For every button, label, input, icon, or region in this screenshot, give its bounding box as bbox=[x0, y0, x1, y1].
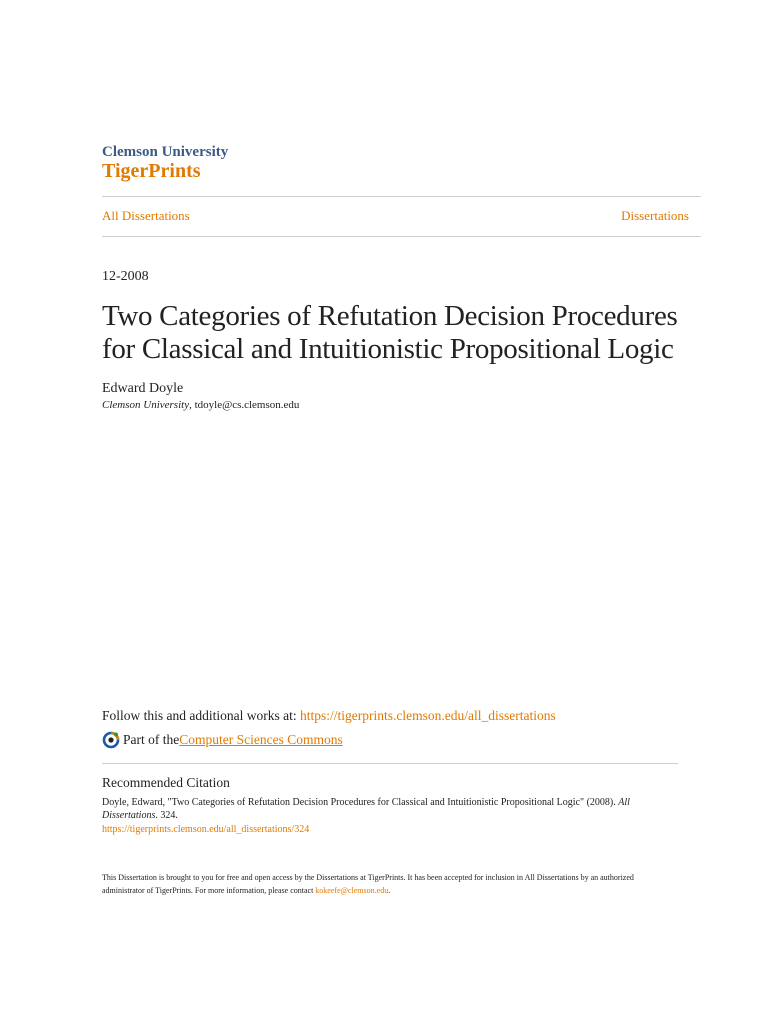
follow-label: Follow this and additional works at: bbox=[102, 708, 300, 723]
follow-line bbox=[102, 708, 556, 724]
footer-end: . bbox=[388, 886, 391, 895]
computer-sciences-commons-link[interactable]: Computer Sciences Commons bbox=[179, 732, 343, 747]
all-dissertations-link[interactable]: All Dissertations bbox=[102, 208, 190, 223]
footer-notice bbox=[102, 871, 672, 897]
title-line-1: Two Categories of Refutation Decision Procedures bbox=[102, 300, 678, 332]
divider-bottom bbox=[102, 236, 701, 237]
publication-date: 12-2008 bbox=[102, 269, 149, 284]
university-name: Clemson University bbox=[102, 144, 229, 160]
part-of-line bbox=[102, 731, 343, 749]
citation-text bbox=[102, 797, 662, 822]
author-affiliation bbox=[102, 399, 299, 411]
follow-url-link[interactable]: https://tigerprints.clemson.edu/all_dissertations bbox=[300, 708, 556, 723]
citation-series: All Dissertations bbox=[102, 797, 630, 821]
citation-url-link[interactable]: https://tigerprints.clemson.edu/all_dissertations/324 bbox=[102, 824, 310, 835]
divider-top bbox=[102, 196, 701, 197]
citation-body: Doyle, Edward, "Two Categories of Refutation Decision Procedures for Classical and Intuitionistic Propositional Logic" (2008). bbox=[102, 797, 619, 808]
contact-email-link[interactable]: kokeefe@clemson.edu bbox=[315, 886, 389, 895]
commons-network-icon bbox=[102, 731, 120, 749]
dissertations-link[interactable]: Dissertations bbox=[621, 208, 689, 223]
recommended-citation-heading: Recommended Citation bbox=[102, 775, 230, 790]
repository-name[interactable]: TigerPrints bbox=[102, 160, 201, 182]
author-email: , tdoyle@cs.clemson.edu bbox=[189, 399, 300, 411]
document-title bbox=[102, 300, 742, 366]
part-of-label: Part of the bbox=[123, 732, 180, 747]
title-line-2: for Classical and Intuitionistic Propositional Logic bbox=[102, 333, 674, 365]
affiliation-name: Clemson University bbox=[102, 399, 190, 411]
author-name: Edward Doyle bbox=[102, 381, 184, 396]
divider-citation bbox=[102, 763, 678, 764]
citation-number: . 324. bbox=[155, 809, 178, 821]
footer-text: This Dissertation is brought to you for free and open access by the Dissertations at TigerPrints. It has been accepted for inclusion in All Dissertations by an authorized administrator of TigerPrints. For more information, please contact bbox=[102, 873, 634, 895]
